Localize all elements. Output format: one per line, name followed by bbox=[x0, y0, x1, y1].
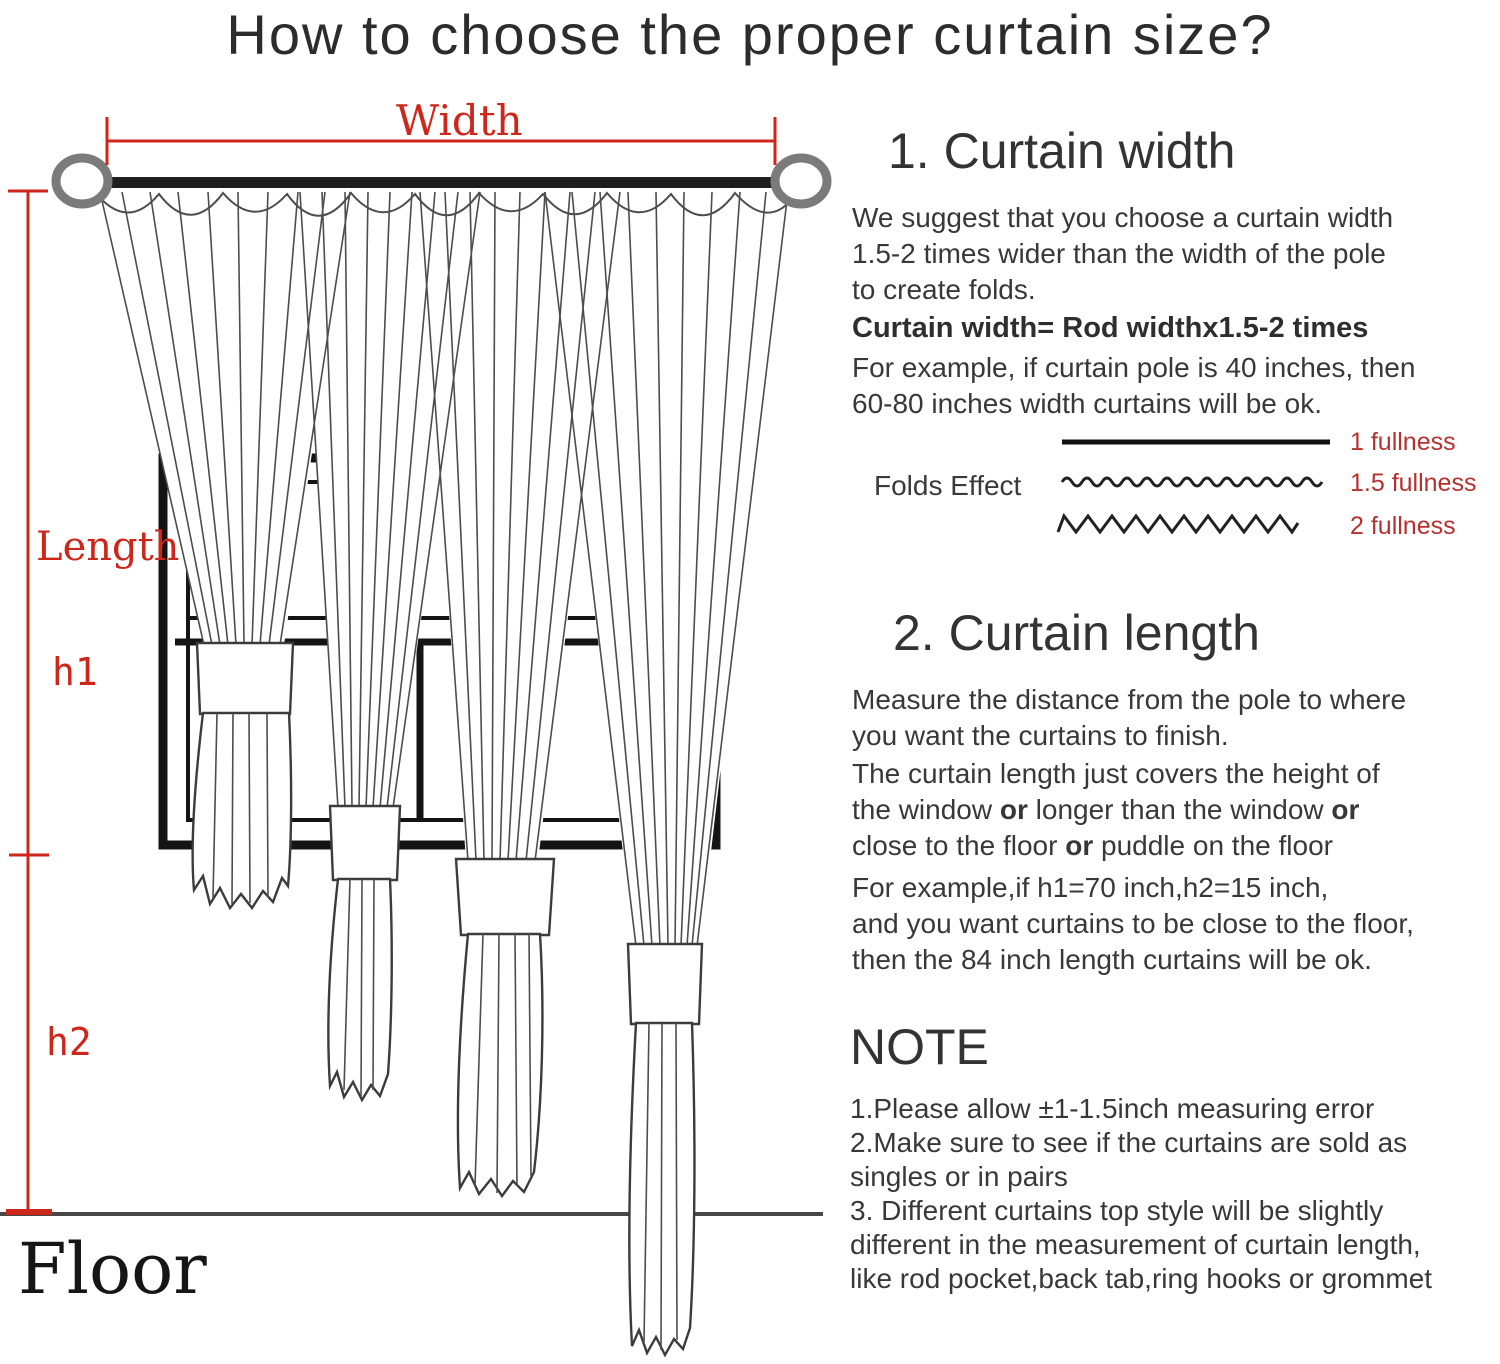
legend-1-fullness: 1 fullness bbox=[1350, 428, 1456, 456]
width-paragraph-2: For example, if curtain pole is 40 inches, then 60-80 inches width curtains will be ok. bbox=[852, 352, 1416, 419]
folds-effect-label: Folds Effect bbox=[874, 470, 1022, 501]
length-paragraph-1: Measure the distance from the pole to where you want the curtains to finish. bbox=[852, 684, 1407, 751]
length-label: Length bbox=[36, 524, 180, 570]
curtain-tieback-4 bbox=[628, 944, 702, 1355]
legend-1-5-fullness: 1.5 fullness bbox=[1350, 469, 1477, 497]
width-label: Width bbox=[396, 96, 523, 145]
curtain-rod bbox=[68, 177, 798, 188]
note-heading: NOTE bbox=[850, 1019, 989, 1075]
length-paragraph-3: For example,if h1=70 inch,h2=15 inch, and you want curtains to be close to the floor, then the 84 inch length curtains will be ok. bbox=[852, 872, 1414, 975]
page-title: How to choose the proper curtain size? bbox=[226, 3, 1274, 66]
floor-label: Floor bbox=[18, 1228, 207, 1310]
note-list: 1.Please allow ±1-1.5inch measuring error 2.Make sure to see if the curtains are sold as singles or in pairs 3. Different curtains top style will be slightly different in the measurement of curtain length, like rod pocket,back tab,ring hooks or grommet bbox=[850, 1093, 1433, 1294]
length-paragraph-2: The curtain length just covers the height of the window or longer than the window or close to the floor or puddle on the floor bbox=[852, 758, 1380, 861]
curtain-ring-left-icon bbox=[56, 158, 108, 204]
legend-2-fullness: 2 fullness bbox=[1350, 512, 1456, 540]
fullness-1-5-wave-icon bbox=[1062, 478, 1322, 486]
width-formula: Curtain width= Rod widthx1.5-2 times bbox=[852, 312, 1369, 344]
h1-label: h1 bbox=[52, 650, 98, 694]
curtain-ring-right-icon bbox=[775, 158, 827, 204]
fullness-2-zigzag-icon bbox=[1058, 516, 1298, 532]
section-length-heading: 2. Curtain length bbox=[893, 605, 1260, 661]
folds-effect-lines bbox=[1050, 424, 1342, 550]
section-width-heading: 1. Curtain width bbox=[888, 123, 1236, 179]
h2-label: h2 bbox=[46, 1020, 92, 1064]
width-paragraph-1: We suggest that you choose a curtain width 1.5-2 times wider than the width of the pole to create folds. bbox=[852, 202, 1394, 305]
